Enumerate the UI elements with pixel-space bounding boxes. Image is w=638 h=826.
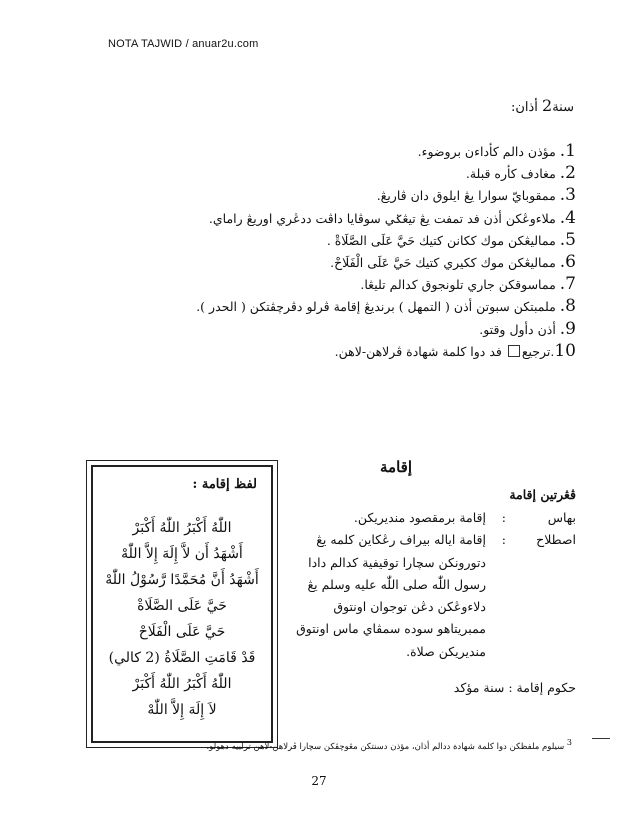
iqamah-title: إقامة xyxy=(380,458,412,476)
iqamah-wording-lines xyxy=(93,515,271,723)
wording-line: لاَ إِلَهَ إِلاَّ اللّٰهْ xyxy=(147,702,217,718)
wording-line: حَيَّ عَلَى الصَّلَاةْ xyxy=(137,598,227,614)
bahasa-label: بهاس xyxy=(547,510,576,525)
footnote-divider xyxy=(592,738,610,739)
istilah-text: دتورونكن سچارا توقيفية كدالم دادا xyxy=(308,554,486,570)
footnote-mark: 3 xyxy=(566,738,572,747)
istilah-text: منديريكن صلاة. xyxy=(406,643,486,659)
list-item xyxy=(106,340,576,362)
list-item xyxy=(106,273,576,295)
definition-row xyxy=(286,596,576,618)
page-number: 27 xyxy=(311,774,327,788)
item-text: ملمبتكن سبوتن أذن ( التمهل ) برنديڠ إقامة ڤرلو دڤرچڤتكن ( الحدر ). xyxy=(196,299,560,315)
iqamah-definition-heading: ڤڠرتين إقامة xyxy=(509,487,576,502)
item-text: ملاءوڠكن أذن فد تمفت يڠ تيڠݢي سوڤايا داڤت ددڠري اوريڠ راماي. xyxy=(208,210,560,226)
wording-line: اللّٰهُ أَكْبَرُ اللّٰهُ أَكْبَرْ xyxy=(132,676,232,692)
item-text: مماليڠكن موك ككانن كتيك حَيَّ عَلَى الصَّلَاةْ . xyxy=(326,232,560,248)
item-number: 8. xyxy=(559,296,576,317)
list-item xyxy=(106,251,576,273)
item-number: 6. xyxy=(559,251,576,272)
list-item xyxy=(106,162,576,184)
item-number: 3. xyxy=(559,185,576,206)
definition-row xyxy=(286,618,576,640)
bahasa-text: إقامة برمقصود منديريكن. xyxy=(353,510,486,525)
list-item xyxy=(106,318,576,340)
sunnah-heading xyxy=(511,96,574,115)
list-item xyxy=(106,184,576,206)
definition-row xyxy=(286,552,576,574)
footnote-text: سيلوم ملفظكن دوا كلمة شهادة ددالم أذان، مؤذن دسنتكن مڠوچڤكن سچارا ڤرلاهن-لاهن ترلبيه دهولو. xyxy=(206,741,567,752)
item-number: 5. xyxy=(559,229,576,250)
sunnah-prefix: سنة xyxy=(552,100,574,115)
item-text: مغادف كأره قبلة. xyxy=(465,166,560,182)
item-number: 1. xyxy=(559,141,576,161)
definition-row-bahasa xyxy=(286,507,576,529)
item-number: 10 xyxy=(554,340,576,361)
list-item xyxy=(106,140,576,162)
iqamah-wording-frame xyxy=(86,460,278,748)
wording-line: قَدْ قَامَتِ الصَّلَاةُ (2 كالي) xyxy=(108,650,256,666)
istilah-text: رسول اللّٰه صلى اللّٰه عليه وسلم يڠ xyxy=(307,576,486,592)
definition-row-istilah xyxy=(286,529,576,551)
frame-title: لفظ إقامة : xyxy=(192,477,257,492)
item-text: أذن دأول وقتو. xyxy=(479,321,560,337)
item-number: 7. xyxy=(559,274,576,295)
item-text: مماليڠكن موك ككيري كتيك حَيَّ عَلَى الْفَلَاحْ. xyxy=(330,254,560,270)
wording-line: أَشْهَدُ أَنَّ مُحَمَّدًا رَّسُوْلُ اللّٰهْ xyxy=(105,572,259,588)
item-number: 2. xyxy=(559,163,576,184)
page-header: NOTA TAJWID / anuar2u.com xyxy=(108,38,259,50)
item-text: مماسوقكن جاري تلونجوق كدالم تليڠا. xyxy=(360,277,560,293)
definition-row xyxy=(286,641,576,663)
list-item xyxy=(106,229,576,251)
item-text: ممقوبايّ سوارا يڠ ايلوق دان ڤاريڠ. xyxy=(376,188,560,204)
iqamah-ruling: حكوم إقامة : سنة مؤكد xyxy=(453,680,576,695)
list-item xyxy=(106,207,576,229)
item-text: مؤذن دالم كأداءن بروضوء. xyxy=(417,144,560,159)
sunnah-number: 2 xyxy=(542,96,553,115)
wording-line: اللّٰهُ أَكْبَرُ اللّٰهُ أَكْبَرْ xyxy=(132,520,232,536)
footnote-box-icon xyxy=(508,345,520,357)
istilah-text: إقامة اياله بيراف رڠكاين كلمه يڠ xyxy=(316,532,486,548)
colon: : xyxy=(501,532,506,548)
istilah-text: ممبريتاهو سوده سمڤاي ماس اونتوق xyxy=(296,621,486,637)
item-text: .ترجيع xyxy=(521,343,555,359)
istilah-text: دلاءوڠكن دڠن توجوان اونتوق xyxy=(333,599,486,615)
adhan-sunnah-list xyxy=(106,140,576,362)
istilah-label: اصطلاح xyxy=(536,532,576,548)
sunnah-suffix: أذان: xyxy=(510,100,543,115)
item-number: 4. xyxy=(559,207,576,228)
iqamah-definition xyxy=(286,507,576,663)
list-item xyxy=(106,295,576,317)
definition-row xyxy=(286,574,576,596)
frame-inner-border xyxy=(91,465,273,743)
colon: : xyxy=(501,510,506,525)
item-number: 9. xyxy=(559,318,576,339)
footnote xyxy=(206,738,572,752)
item-text-after: فد دوا كلمة شهادة ڤرلاهن-لاهن. xyxy=(334,343,506,359)
wording-line: أَشْهَدُ أَن لاَّ إِلَهَ إِلاَّ اللّٰهْ xyxy=(121,546,243,562)
wording-line: حَيَّ عَلَى الْفَلَاحْ xyxy=(138,624,226,640)
